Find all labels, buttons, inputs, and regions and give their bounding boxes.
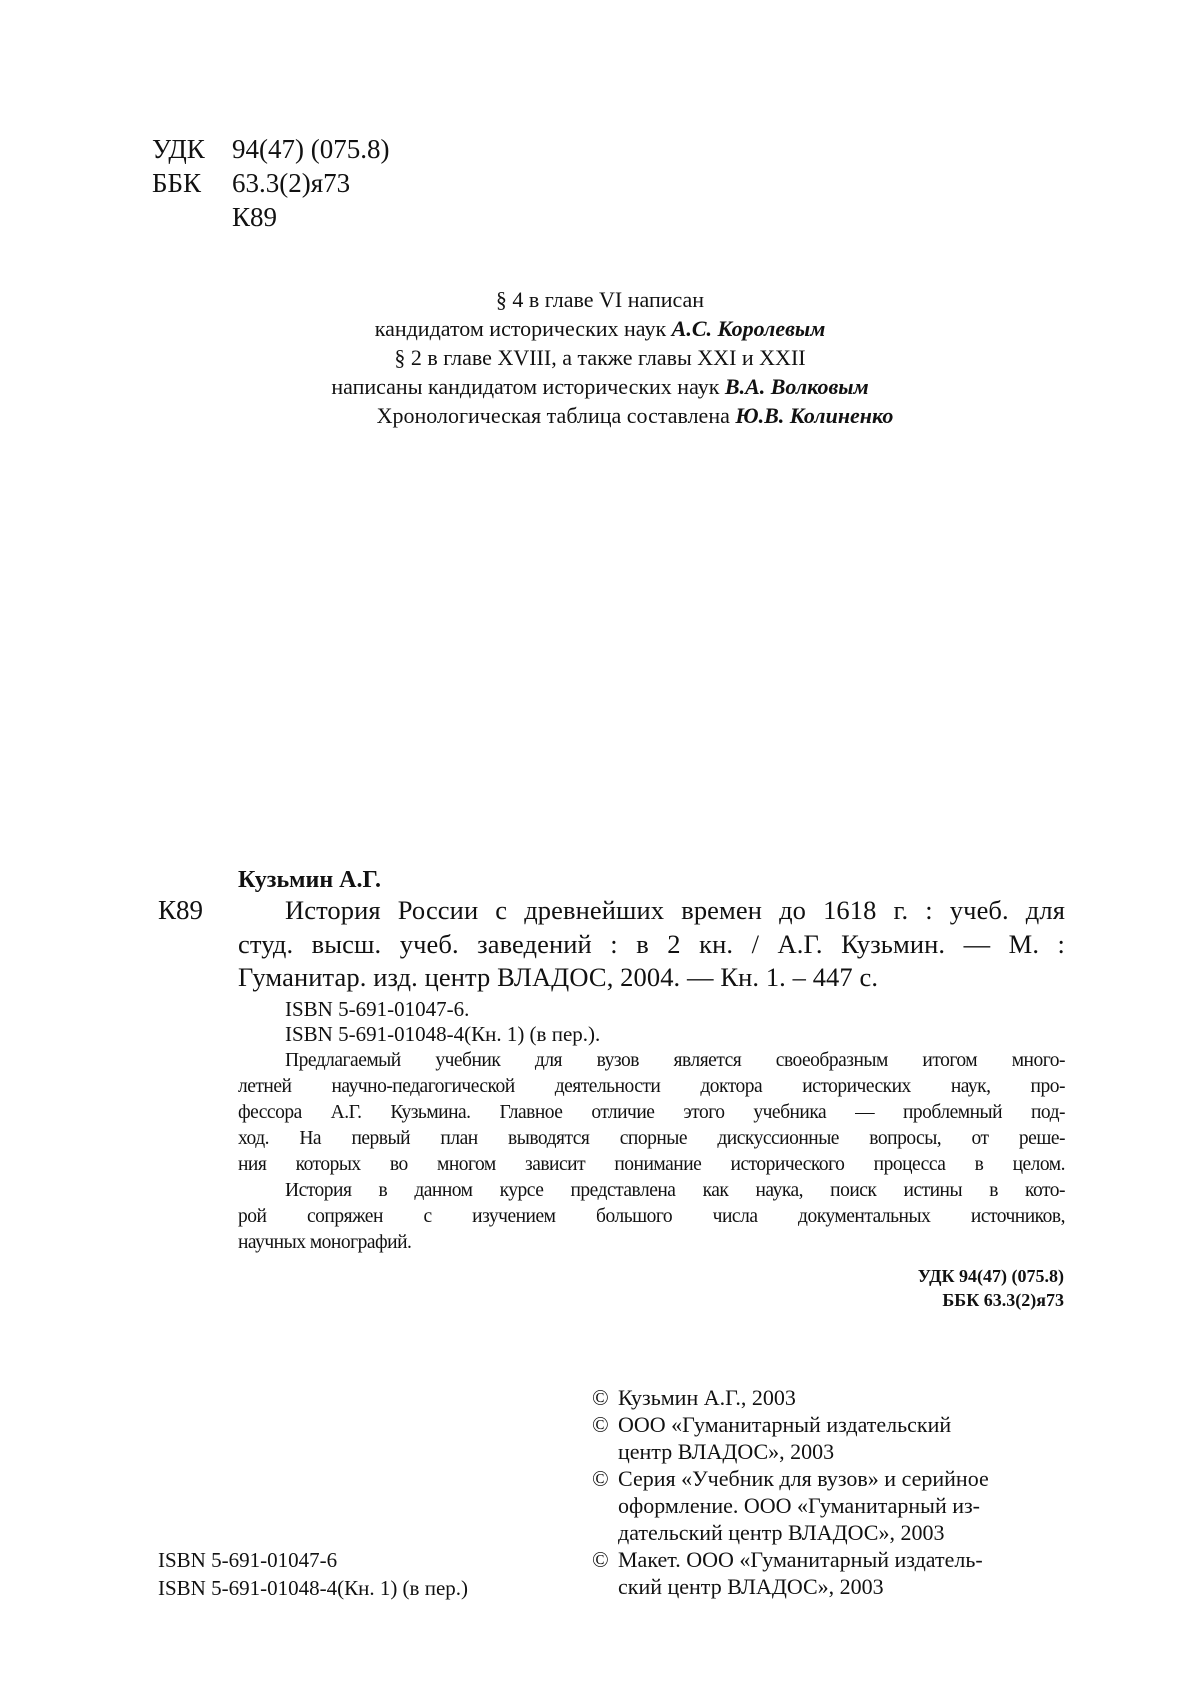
copyright-icon: © [592, 1466, 609, 1491]
card-bbk: ББК 63.3(2)я73 [942, 1290, 1064, 1310]
bbk-value: 63.3(2)я73 [232, 168, 351, 198]
card-annotation [238, 1048, 1065, 1256]
card-title-line: История России с древнейших времен до 1618 г. : учеб. для [285, 895, 1065, 925]
copyright-block [592, 1384, 1067, 1600]
credits-block [240, 285, 960, 430]
isbn-line: ISBN 5-691-01047-6 [158, 1548, 338, 1572]
card-isbn-line: ISBN 5-691-01047-6. [285, 997, 470, 1021]
annotation-line: фессора А.Г. Кузьмина. Главное отличие этого учебника — проблемный под- [238, 1102, 1065, 1123]
card-title-line: студ. высш. учеб. заведений : в 2 кн. / А.Г. Кузьмин. — М. : [238, 929, 1065, 959]
card-udk: УДК 94(47) (075.8) [917, 1266, 1064, 1286]
copyright-entry: © ООО «Гуманитарный издательский центр ВЛАДОС», 2003 [592, 1412, 952, 1464]
credit-line: § 4 в главе VI написан [495, 287, 705, 312]
credit-line: написаны кандидатом исторических наук В.А. Волковым [331, 374, 869, 399]
copyright-icon: © [592, 1412, 609, 1437]
copyright-entry: © Кузьмин А.Г., 2003 [592, 1385, 796, 1410]
classification-block [152, 133, 472, 233]
credit-line: § 2 в главе XVIII, а также главы XXI и XXII [394, 345, 806, 370]
copyright-icon: © [592, 1385, 609, 1410]
copyright-icon: © [592, 1547, 609, 1572]
bbk-label: ББК [152, 168, 202, 198]
credit-line: Хронологическая таблица составлена Ю.В. Колиненко [376, 403, 894, 428]
card-author: Кузьмин А.Г. [238, 867, 382, 893]
copyright-entry: © Серия «Учебник для вузов» и серийное оформление. ООО «Гуманитарный из- дательский центр ВЛАДОС», 2003 [592, 1466, 989, 1545]
credit-author: В.А. Волковым [724, 374, 869, 399]
udk-label: УДК [152, 134, 205, 164]
credit-author: А.С. Королевым [671, 316, 826, 341]
annotation-line: летней научно-педагогической деятельности доктора исторических наук, про- [238, 1076, 1065, 1097]
author-mark: К89 [232, 202, 278, 232]
annotation-line: рой сопряжен с изучением большого числа документальных источников, [238, 1206, 1065, 1227]
udk-value: 94(47) (075.8) [232, 134, 390, 164]
isbn-block [158, 1546, 468, 1602]
copyright-entry: © Макет. ООО «Гуманитарный издатель- ский центр ВЛАДОС», 2003 [592, 1547, 983, 1599]
isbn-line: ISBN 5-691-01048-4(Кн. 1) (в пер.) [158, 1576, 469, 1600]
annotation-line: Предлагаемый учебник для вузов является своеобразным итогом много- [285, 1050, 1065, 1071]
card-isbn-line: ISBN 5-691-01048-4(Кн. 1) (в пер.). [285, 1022, 601, 1046]
annotation-line: ход. На первый план выводятся спорные дискуссионные вопросы, от реше- [238, 1128, 1065, 1149]
annotation-line: научных монографий. [238, 1232, 412, 1253]
credit-line: кандидатом исторических наук А.С. Королевым [374, 316, 826, 341]
card-mark: К89 [158, 895, 204, 925]
annotation-line: История в данном курсе представлена как наука, поиск истины в кото- [285, 1180, 1065, 1201]
credit-author: Ю.В. Колиненко [735, 403, 894, 428]
annotation-line: ния которых во многом зависит понимание исторического процесса в целом. [238, 1154, 1065, 1175]
card-title-line: Гуманитар. изд. центр ВЛАДОС, 2004. — Кн. 1. – 447 с. [238, 962, 879, 992]
